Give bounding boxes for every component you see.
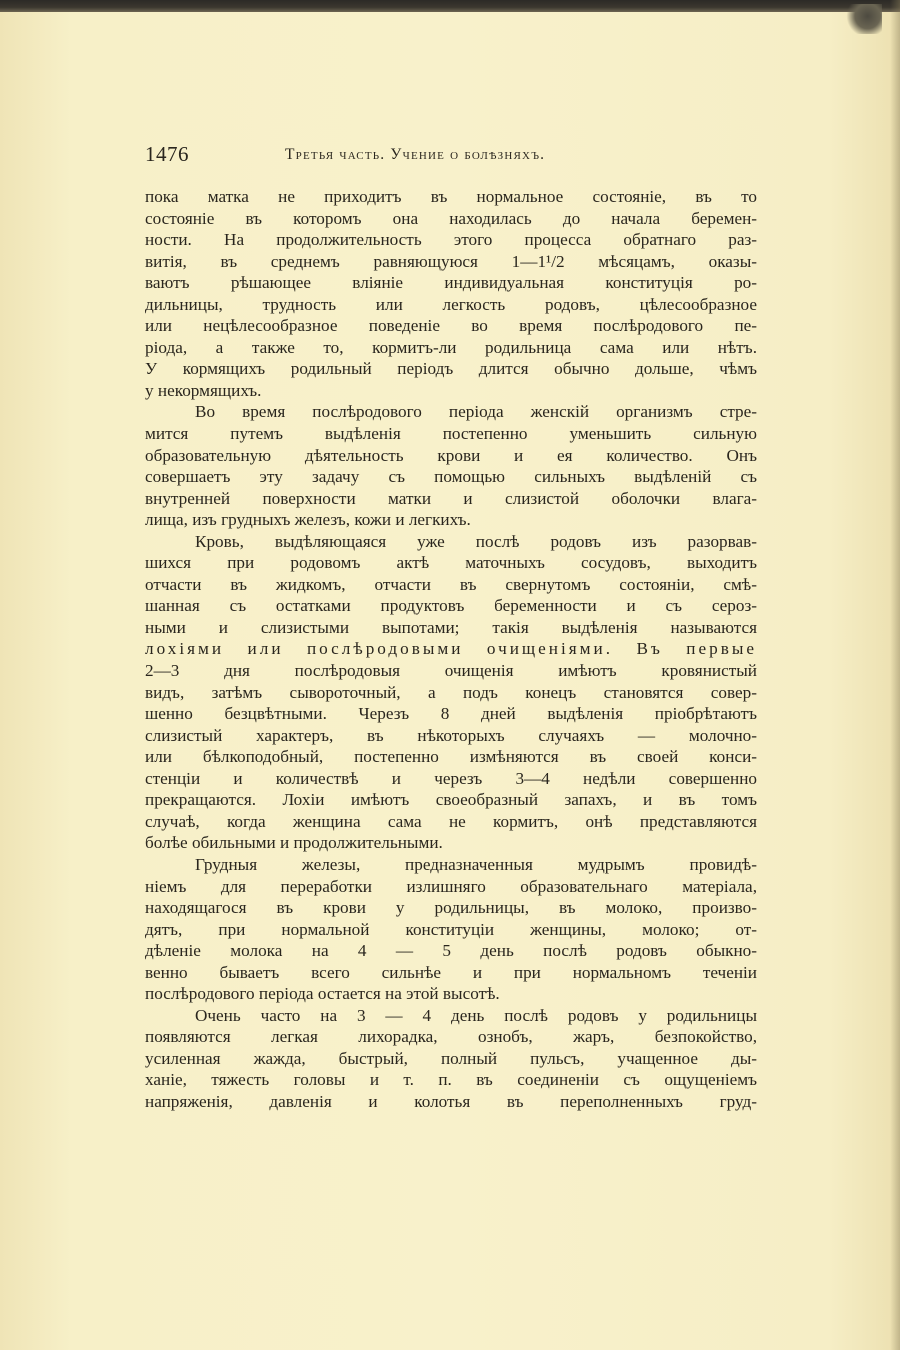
text-line: появляются легкая лихорадка, ознобъ, жаръ, безпокойство, — [145, 1027, 757, 1047]
text-line: Во время послѣродового періода женскій организмъ стре- — [195, 402, 757, 422]
body-text — [145, 186, 757, 1113]
text-line: у некормящихъ. — [145, 380, 262, 400]
text-line: или нецѣлесообразное поведеніе во время послѣродового пе- — [145, 316, 757, 336]
text-line: Кровь, выдѣляющаяся уже послѣ родовъ изъ разорвав- — [195, 531, 757, 551]
text-line: болѣе обильными и продолжительными. — [145, 833, 443, 853]
text-line: слизистый характеръ, въ нѣкоторыхъ случаяхъ — молочно- — [145, 725, 757, 745]
text-line: дильницы, трудность или легкость родовъ, цѣлесообразное — [145, 294, 757, 314]
text-line: шихся при родовомъ актѣ маточныхъ сосудовъ, выходитъ — [145, 553, 757, 573]
text-line: шанная съ остатками продуктовъ беременности и съ сероз- — [145, 596, 757, 616]
text-line: лохіями или послѣродовыми очищеніями. Въ первые — [145, 639, 757, 659]
scan-corner-mark — [846, 4, 882, 34]
text-line: лища, изъ грудныхъ железъ, кожи и легкихъ. — [145, 510, 471, 530]
text-line: ности. На продолжительность этого процесса обратнаго раз- — [145, 230, 757, 250]
text-line: совершаетъ эту задачу съ помощью сильныхъ выдѣленій съ — [145, 467, 757, 487]
text-line: ными и слизистыми выпотами; такія выдѣленія называются — [145, 617, 757, 637]
text-line: усиленная жажда, быстрый, полный пульсъ, учащенное ды- — [145, 1048, 757, 1068]
text-line: дѣленіе молока на 4 — 5 день послѣ родовъ обыкно- — [145, 941, 757, 961]
running-head: Третья часть. Учение о болѣзняхъ. — [285, 146, 546, 163]
text-line: ніемъ для переработки излишняго образовательнаго матеріала, — [145, 876, 757, 896]
text-line: ханіе, тяжесть головы и т. п. въ соединеніи съ ощущеніемъ — [145, 1070, 757, 1090]
text-line: напряженія, давленія и колотья въ переполненныхъ груд- — [145, 1091, 757, 1111]
text-line: пока матка не приходитъ въ нормальное состояніе, въ то — [145, 187, 757, 206]
scan-top-edge — [0, 0, 900, 12]
text-line: У кормящихъ родильный періодъ длится обычно дольше, чѣмъ — [145, 359, 757, 379]
text-line: отчасти въ жидкомъ, отчасти въ свернутомъ состояніи, смѣ- — [145, 574, 757, 594]
text-line: дятъ, при нормальной конституціи женщины, молоко; от- — [145, 919, 757, 939]
text-line: видъ, затѣмъ сывороточный, а подъ конецъ становятся совер- — [145, 682, 757, 702]
text-line: ріода, а также то, кормитъ-ли родильница сама или нѣтъ. — [145, 337, 757, 357]
page-number: 1476 — [145, 142, 189, 166]
text-line: мится путемъ выдѣленія постепенно уменьшить сильную — [145, 424, 757, 444]
text-line: внутренней поверхности матки и слизистой оболочки влага- — [145, 488, 757, 508]
text-line: состояніе въ которомъ она находилась до начала беремен- — [145, 208, 757, 228]
text-line: или бѣлкоподобный, постепенно измѣняются въ своей конси- — [145, 747, 757, 767]
text-line: прекращаются. Лохіи имѣютъ своеобразный запахъ, и въ томъ — [145, 790, 757, 810]
text-line: ваютъ рѣшающее вліяніе индивидуальная конституція ро- — [145, 273, 757, 293]
text-line: находящагося въ крови у родильницы, въ молоко, произво- — [145, 898, 757, 918]
text-line: Очень часто на 3 — 4 день послѣ родовъ у родильницы — [195, 1005, 757, 1025]
text-line: 2—3 дня послѣродовыя очищенія имѣютъ кровянистый — [145, 661, 757, 681]
text-line: образовательную дѣятельность крови и ея количество. Онъ — [145, 445, 757, 465]
text-line: случаѣ, когда женщина сама не кормитъ, онѣ представляются — [145, 811, 757, 831]
page-header — [145, 142, 785, 168]
text-line: стенціи и количествѣ и черезъ 3—4 недѣли совершенно — [145, 768, 757, 788]
text-line: послѣродового періода остается на этой высотѣ. — [145, 984, 500, 1004]
scan-right-edge — [890, 0, 900, 1350]
text-line: венно бываетъ всего сильнѣе и при нормальномъ теченіи — [145, 962, 757, 982]
text-line: витія, въ среднемъ равняющуюся 1—1¹/2 мѣсяцамъ, оказы- — [145, 251, 757, 271]
text-line: Грудныя железы, предназначенныя мудрымъ провидѣ- — [195, 854, 757, 874]
text-line: шенно безцвѣтными. Черезъ 8 дней выдѣленія пріобрѣтаютъ — [145, 704, 757, 724]
